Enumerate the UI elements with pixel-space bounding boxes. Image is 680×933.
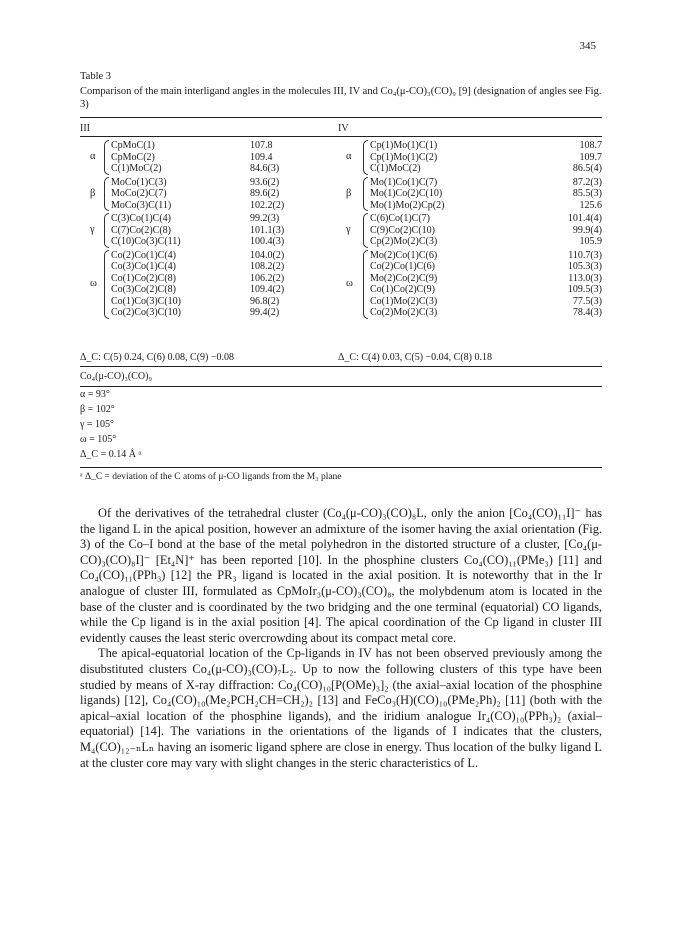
brace (363, 140, 368, 175)
angle-value: 101.1(3) (250, 224, 285, 236)
angle-name: CpMoC(2) (111, 151, 155, 163)
angle-value: 101.4(4) (567, 213, 602, 224)
angle-value: 99.9(4) (572, 224, 602, 236)
angle-name: Co(2)Co(1)C(6) (370, 261, 435, 272)
angle-name: C(6)Co(1)C(7) (370, 213, 430, 224)
co-compound-label: Co₄(μ-CO)₃(CO)₉ (80, 371, 152, 382)
angle-name: CpMoC(1) (111, 140, 155, 151)
angle-value: 125.6 (579, 199, 602, 211)
angle-name: Co(3)Co(2)C(8) (111, 284, 176, 295)
angle-value: 109.4 (250, 151, 273, 163)
angle-value: 77.5(3) (572, 295, 602, 307)
delta-right: Δ_C: C(4) 0.03, C(5) −0.04, C(8) 0.18 (338, 352, 493, 363)
angle-name: C(9)Co(2)C(10) (370, 224, 435, 236)
angle-name: Co(2)Co(3)C(10) (111, 307, 181, 318)
angle-name: Co(1)Co(3)C(10) (111, 295, 181, 307)
angle-name: MoCo(2)C(7) (111, 188, 167, 199)
angle-symbol: α (90, 151, 96, 163)
co-compound-rule (80, 386, 602, 387)
angle-symbol: β (346, 187, 352, 199)
angle-symbol: ω (90, 278, 97, 289)
angle-name: Mo(2)Co(1)C(6) (370, 249, 438, 261)
table-bottom-rule (80, 467, 602, 468)
table-header-rule (80, 136, 602, 137)
table-footnote: ᵃ Δ_C = deviation of the C atoms of μ-CO ligands from the M₃ plane (80, 472, 342, 482)
angle-value: 99.4(2) (250, 307, 280, 318)
co-angle-value: γ = 105° (80, 419, 115, 430)
brace (363, 213, 368, 248)
angle-group (0, 140, 680, 175)
angle-name: Mo(1)Co(2)C(10) (370, 188, 443, 199)
angle-value: 99.2(3) (250, 213, 280, 224)
angle-value: 102.2(2) (250, 199, 285, 211)
angle-value: 108.2(2) (250, 261, 285, 272)
co-angle-value: ω = 105° (80, 434, 117, 445)
angle-symbol: ω (346, 278, 353, 289)
angle-name: C(10)Co(3)C(11) (111, 236, 181, 247)
angle-name: Co(1)Co(2)C(9) (370, 284, 435, 295)
angle-value: 107.8 (250, 140, 273, 151)
brace (363, 250, 368, 319)
angle-name: MoCo(1)C(3) (111, 176, 167, 188)
angle-value: 104.0(2) (250, 249, 285, 261)
angle-value: 106.2(2) (250, 272, 285, 284)
body-text (80, 506, 602, 771)
delta-left: Δ_C: C(5) 0.24, C(6) 0.08, C(9) −0.08 (80, 352, 235, 363)
column-header-right: IV (338, 123, 349, 134)
angle-value: 93.6(2) (250, 176, 280, 188)
angle-name: Cp(1)Mo(1)C(1) (370, 140, 438, 151)
angle-name: Co(1)Co(2)C(8) (111, 272, 176, 284)
table-mid-rule (80, 366, 602, 367)
co-angle-value: Δ_C = 0.14 Å ᵃ (80, 449, 142, 460)
table-title: Table 3 (80, 71, 112, 82)
angle-name: Mo(2)Co(2)C(9) (370, 272, 438, 284)
angle-name: Co(2)Mo(2)C(3) (370, 307, 438, 318)
angle-name: Mo(1)Mo(2)Cp(2) (370, 199, 445, 211)
brace (104, 140, 109, 175)
column-header-left: III (80, 123, 90, 134)
angle-value: 87.2(3) (572, 176, 602, 188)
angle-value: 78.4(3) (572, 307, 602, 318)
angle-name: C(3)Co(1)C(4) (111, 213, 171, 224)
angle-value: 100.4(3) (250, 236, 285, 247)
angle-value: 96.8(2) (250, 295, 280, 307)
brace (104, 250, 109, 319)
angle-symbol: α (346, 151, 352, 163)
angle-name: C(1)MoC(2) (370, 163, 421, 174)
angle-name: Co(3)Co(1)C(4) (111, 261, 176, 272)
table-top-rule (80, 117, 602, 118)
angle-value: 105.9 (579, 236, 602, 247)
paragraph-2: The apical-equatorial location of the Cp-ligands in IV has not been observed previously among the disubstituted clusters Co₄(μ-CO)₃(CO)₇L₂. Up to now the following clusters of this type have been studied by means of X-ray diffraction: Co₄(CO)₁₀[P(OMe)₃]₂ (the axial–axial location of the phosphine ligands) [12], Co₄(CO)₁₀(Me₂PCH₂CH=CH₂)₂ [13] and FeCo₃(H)(CO)₁₀(PMe₂Ph)₂ [11] (both with the apical–axial location of the phosphine ligands), and the iridium analogue Ir₄(CO)₁₀(PPh₃)₂ (axial–equatorial) [14]. The variations in the orientations of the ligands of I indicates that the clusters, M₄(CO)₁₂₋ₙLₙ having an isomeric ligand sphere are close in energy. Thus location of the bulky ligand L at the cluster core may vary with slight changes in the steric characteristics of L. (80, 646, 602, 770)
angle-value: 89.6(2) (250, 188, 280, 199)
angle-value: 86.5(4) (572, 163, 602, 174)
angle-value: 84.6(3) (250, 163, 280, 174)
angle-name: MoCo(3)C(11) (111, 199, 172, 211)
paragraph-1: Of the derivatives of the tetrahedral cluster (Co₄(μ-CO)₃(CO)₈L, only the anion [Co₄(CO)₁₁I]⁻ has the ligand L in the apical position, however an admixture of the isomer having the axial orientation (Fig. 3) of the Co–I bond at the base of the metal polyhedron in the distorted structure of a cluster, [Co₄(μ-CO)₃(CO)₈I]⁻ [Et₄N]⁺ has been reported [10]. In the phosphine clusters Co₄(CO)₁₁(PMe₃) [11] and Co₄(CO)₁₁(PPh₃) [12] the PR₃ ligand is located in the axial position. It is noteworthy that in the Ir analogue of cluster III, formulated as CpMoIr₃(μ-CO)₃(CO)₈, the molybdenum atom is located in the base of the cluster and is coordinated by the two bridging and the one terminal (equatorial) CO ligands, while the Cp ligand is in the axial position [4]. The apical coordination of the Cp ligand in cluster III evidently causes the least steric overcrowding about its compact metal core. (80, 506, 602, 645)
angle-value: 109.7 (579, 151, 602, 163)
table-caption: Comparison of the main interligand angles in the molecules III, IV and Co₄(μ-CO)₃(CO)₉ [9] (designation of angles see Fig. 3) (80, 86, 602, 110)
angle-name: C(7)Co(2)C(8) (111, 224, 171, 236)
brace (363, 177, 368, 212)
angle-name: Co(1)Mo(2)C(3) (370, 295, 438, 307)
angle-value: 109.5(3) (567, 284, 602, 295)
angle-group (0, 250, 680, 319)
angle-name: Cp(1)Mo(1)C(2) (370, 151, 438, 163)
angle-name: Cp(2)Mo(2)C(3) (370, 236, 438, 247)
angle-value: 85.5(3) (572, 188, 602, 199)
angle-value: 108.7 (579, 140, 602, 151)
angle-value: 109.4(2) (250, 284, 285, 295)
angle-group (0, 213, 680, 248)
brace (104, 177, 109, 212)
co-angle-value: β = 102° (80, 404, 115, 415)
angle-value: 113.0(3) (568, 272, 602, 284)
co-angle-value: α = 93° (80, 389, 110, 400)
angle-symbol: β (90, 187, 96, 199)
angle-value: 105.3(3) (567, 261, 602, 272)
angle-symbol: γ (90, 224, 95, 236)
page-number: 345 (579, 40, 596, 52)
angle-name: Co(2)Co(1)C(4) (111, 249, 176, 261)
angle-name: C(1)MoC(2) (111, 163, 162, 174)
brace (104, 213, 109, 248)
angle-symbol: γ (346, 224, 351, 236)
angle-value: 110.7(3) (568, 249, 602, 261)
angle-group (0, 177, 680, 212)
angle-name: Mo(1)Co(1)C(7) (370, 176, 438, 188)
